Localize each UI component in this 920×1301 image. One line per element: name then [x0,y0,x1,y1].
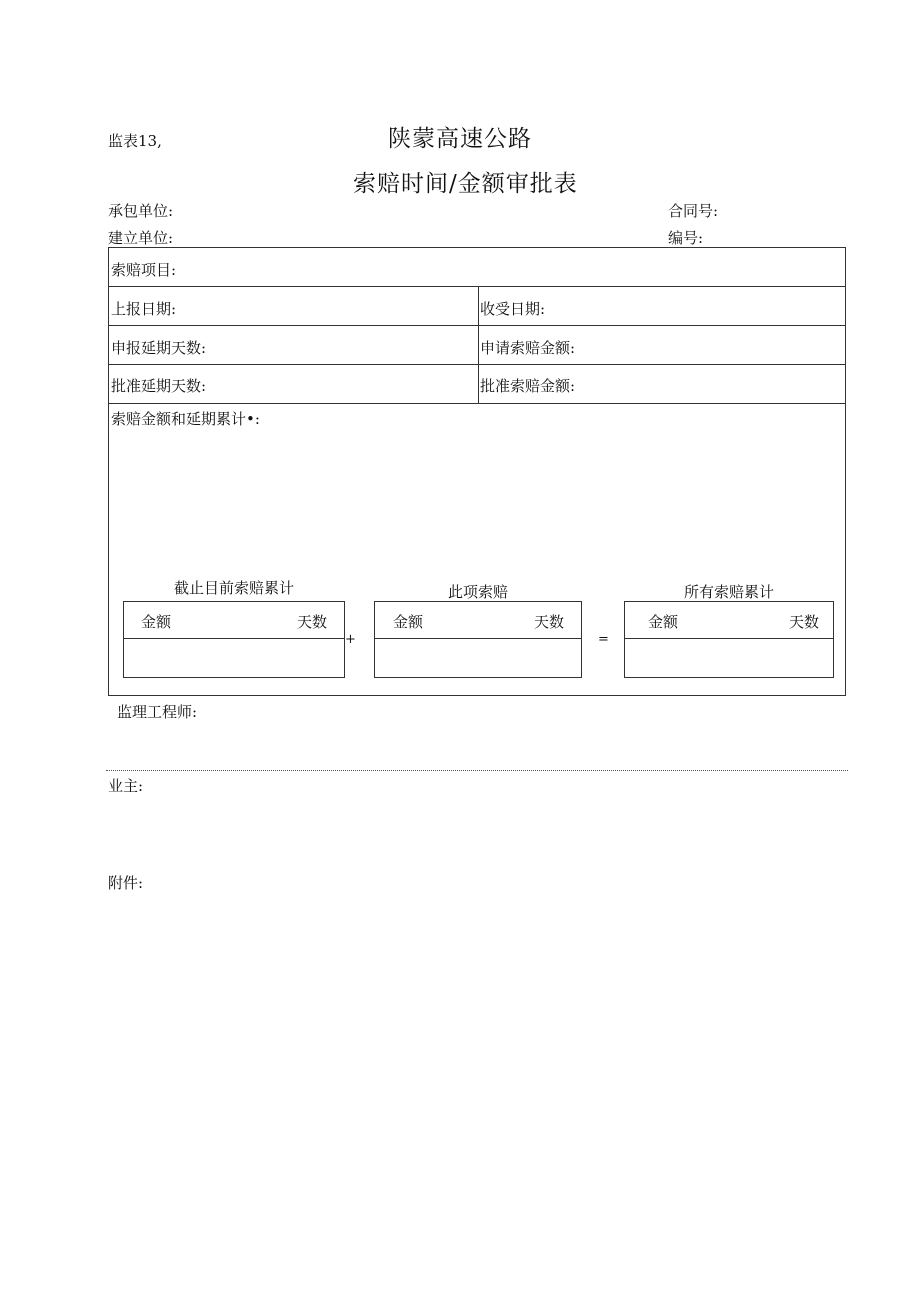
days-header: 天数 [296,613,327,631]
box-caption-this-claim: 此项索赔 [447,583,508,601]
approved-days-field[interactable]: 批准延期天数: [111,377,207,395]
requested-days-field[interactable]: 申报延期天数: [111,339,207,357]
requested-amount-field[interactable]: 申请索赔金额: [480,339,576,357]
approved-amount-field[interactable]: 批准索赔金额: [480,377,576,395]
document-title: 陕蒙高速公路 [388,126,532,152]
row-divider [109,325,845,326]
amount-header: 金额 [141,613,172,631]
approval-form-table [108,247,846,696]
form-code: 监表13, [108,132,162,150]
box-divider [124,638,344,639]
plus-sign: + [345,632,356,647]
equals-sign: = [598,632,609,647]
box-divider [625,638,833,639]
separator-line [106,770,848,771]
box-caption-all-claims: 所有索赔累计 [683,583,774,601]
amount-header: 金额 [393,613,424,631]
amount-header: 金额 [648,613,679,631]
supervisor-unit-label: 建立单位: [108,229,174,247]
row-divider [109,364,845,365]
days-header: 天数 [533,613,564,631]
row-divider [109,403,845,404]
owner-signature-label: 业主: [108,777,144,795]
claim-item-field[interactable]: 索赔项目: [111,261,177,279]
engineer-signature-label: 监理工程师: [117,703,198,721]
row-divider [109,286,845,287]
column-divider [478,286,479,403]
this-claim-box [374,601,582,678]
attachment-label: 附件: [108,874,144,892]
report-date-field[interactable]: 上报日期: [111,300,177,318]
to-date-totals-box [123,601,345,678]
cumulative-label: 索赔金额和延期累计•: [111,410,260,428]
contractor-label: 承包单位: [108,202,174,220]
receive-date-field[interactable]: 收受日期: [480,300,546,318]
box-divider [375,638,581,639]
form-title: 索赔时间/金额审批表 [353,171,578,197]
days-header: 天数 [788,613,819,631]
serial-no-label: 编号: [668,229,704,247]
box-caption-to-date: 截止目前索赔累计 [173,579,294,597]
contract-no-label: 合同号: [668,202,719,220]
all-claims-totals-box [624,601,834,678]
